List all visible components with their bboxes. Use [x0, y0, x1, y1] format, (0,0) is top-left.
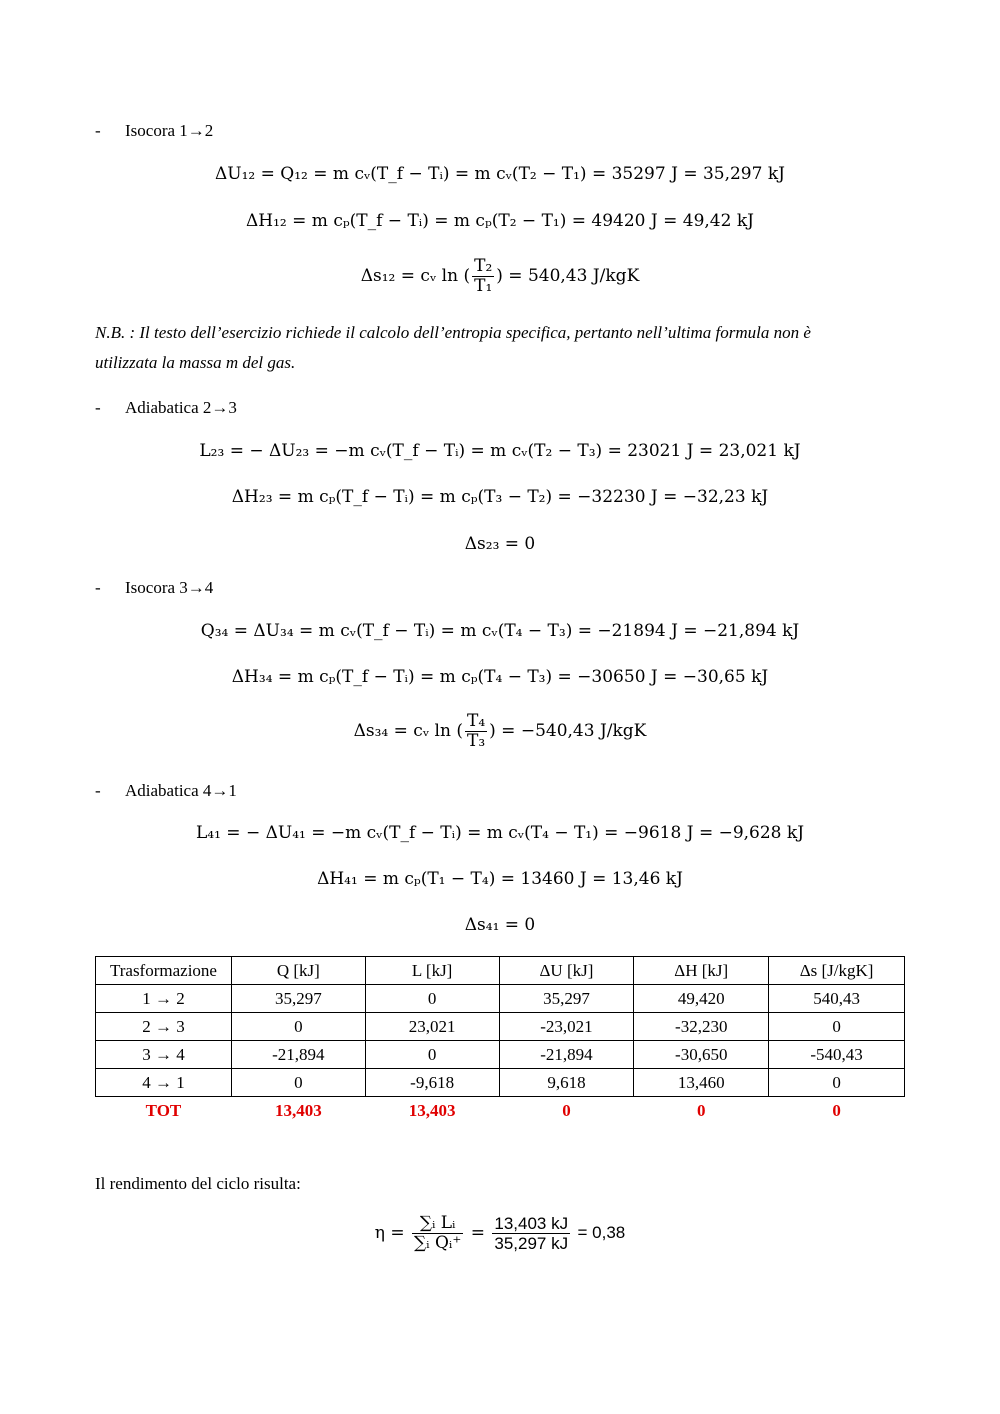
table-total-cell: TOT [145, 1100, 182, 1120]
table-cell: -9,618 [365, 1069, 499, 1097]
note-line-1: N.B. : Il testo dell’esercizio richiede il calcolo dell’entropia specifica, pertanto nell’ultima formula non è [95, 323, 811, 342]
equation-efficiency [0, 1214, 1000, 1253]
table-cell: -21,894 [499, 1041, 634, 1069]
section-label: Adiabatica 2→3 [125, 398, 237, 417]
fraction-numerator: ∑ᵢ Lᵢ [412, 1214, 463, 1234]
table-header-row [96, 957, 905, 985]
table-cell: -23,021 [499, 1013, 634, 1041]
equation-q34: Q₃₄ = ΔU₃₄ = m cᵥ(T_f − Tᵢ) = m cᵥ(T₄ − T₃) = −21894 J = −21,894 kJ [200, 621, 800, 641]
fraction [472, 257, 494, 296]
table-cell: 23,021 [365, 1013, 499, 1041]
fraction-denominator: T₃ [466, 731, 486, 751]
equation-delta-u12: ΔU₁₂ = Q₁₂ = m cᵥ(T_f − Tᵢ) = m cᵥ(T₂ − T₁) = 35297 J = 35,297 kJ [215, 164, 785, 184]
table-cell: 3 → 4 [96, 1041, 232, 1069]
equation-delta-h12: ΔH₁₂ = m cₚ(T_f − Tᵢ) = m cₚ(T₂ − T₁) = 49420 J = 49,42 kJ [246, 211, 754, 231]
table-cell: 0 [365, 985, 499, 1013]
section-label: Isocora 3→4 [125, 578, 214, 597]
table-total-cell: 0 [697, 1100, 706, 1120]
eq-left: Δs₁₂ = cᵥ ln ( [360, 266, 471, 286]
equation-delta-h34: ΔH₃₄ = m cₚ(T_f − Tᵢ) = m cₚ(T₄ − T₃) = −30650 J = −30,65 kJ [231, 667, 769, 687]
table-cell: 0 [231, 1013, 365, 1041]
section-label: Isocora 1→2 [125, 121, 214, 140]
summary-table [95, 956, 905, 1124]
table-cell: 35,297 [231, 985, 365, 1013]
note-paragraph [95, 318, 905, 378]
fraction-values [492, 1214, 570, 1253]
table-cell: 4 → 1 [96, 1069, 232, 1097]
table-row [96, 1013, 905, 1041]
table-header-cell: ΔU [kJ] [499, 957, 634, 985]
efficiency-result: = 0,38 [577, 1223, 626, 1242]
bullet-dash: - [95, 121, 101, 140]
table-header-cell: L [kJ] [365, 957, 499, 985]
bullet-dash: - [95, 781, 101, 800]
fraction-denominator: T₁ [474, 276, 493, 296]
table-row [96, 985, 905, 1013]
table-cell: 0 [365, 1041, 499, 1069]
table-cell: -30,650 [634, 1041, 769, 1069]
note-line-2: utilizzata la massa m del gas. [95, 353, 296, 372]
equation-delta-s23: Δs₂₃ = 0 [464, 534, 536, 554]
equation-delta-h41: ΔH₄₁ = m cₚ(T₁ − T₄) = 13460 J = 13,46 kJ [317, 869, 683, 889]
equation-delta-s12 [0, 257, 1000, 296]
equation-delta-h23: ΔH₂₃ = m cₚ(T_f − Tᵢ) = m cₚ(T₃ − T₂) = −32230 J = −32,23 kJ [231, 487, 769, 507]
table-total-cell: 0 [562, 1100, 571, 1120]
fraction-denominator: ∑ᵢ Qᵢ⁺ [414, 1233, 462, 1253]
table-cell: 13,460 [634, 1069, 769, 1097]
eq-right: ) = −540,43 J/kgK [489, 721, 647, 741]
table-cell: 0 [769, 1013, 905, 1041]
table-cell: 9,618 [499, 1069, 634, 1097]
fraction-denominator: 35,297 kJ [494, 1234, 569, 1253]
table-total-cell: 13,403 [274, 1100, 322, 1120]
table-cell: 1 → 2 [96, 985, 232, 1013]
table-cell: 0 [769, 1069, 905, 1097]
fraction-numerator: T₂ [474, 256, 493, 276]
table-cell: 2 → 3 [96, 1013, 232, 1041]
table-cell: -540,43 [769, 1041, 905, 1069]
fraction-numerator: 13,403 kJ [494, 1214, 569, 1233]
equation-l23: L₂₃ = − ΔU₂₃ = −m cᵥ(T_f − Tᵢ) = m cᵥ(T₂ − T₃) = 23021 J = 23,021 kJ [199, 441, 801, 461]
table-cell: 540,43 [769, 985, 905, 1013]
table-row [96, 1041, 905, 1069]
table-total-cell: 0 [832, 1100, 841, 1120]
table-cell: 35,297 [499, 985, 634, 1013]
table-header-cell: Q [kJ] [231, 957, 365, 985]
table-cell: -32,230 [634, 1013, 769, 1041]
table-cell: -21,894 [231, 1041, 365, 1069]
section-label: Adiabatica 4→1 [125, 781, 237, 800]
eta-symbol: η = [374, 1223, 405, 1243]
eq-left: Δs₃₄ = cᵥ ln ( [353, 721, 463, 741]
table-row [96, 1069, 905, 1097]
fraction-numerator: T₄ [466, 711, 486, 731]
table-total-row [96, 1097, 905, 1125]
fraction-symbolic [412, 1214, 463, 1253]
eq-right: ) = 540,43 J/kgK [496, 266, 640, 286]
equation-l41: L₄₁ = − ΔU₄₁ = −m cᵥ(T_f − Tᵢ) = m cᵥ(T₄ − T₁) = −9618 J = −9,628 kJ [195, 823, 805, 843]
bullet-dash: - [95, 398, 101, 417]
equation-delta-s34 [0, 712, 1000, 751]
fraction [465, 712, 487, 751]
efficiency-intro: Il rendimento del ciclo risulta: [95, 1174, 301, 1193]
table-header-cell: ΔH [kJ] [634, 957, 769, 985]
equation-delta-s41: Δs₄₁ = 0 [464, 915, 536, 935]
table-cell: 0 [231, 1069, 365, 1097]
table-header-cell: Δs [J/kgK] [769, 957, 905, 985]
bullet-dash: - [95, 578, 101, 597]
table-total-cell: 13,403 [408, 1100, 456, 1120]
table-header-cell: Trasformazione [96, 957, 232, 985]
table-cell: 49,420 [634, 985, 769, 1013]
equals-sign: = [470, 1223, 485, 1243]
